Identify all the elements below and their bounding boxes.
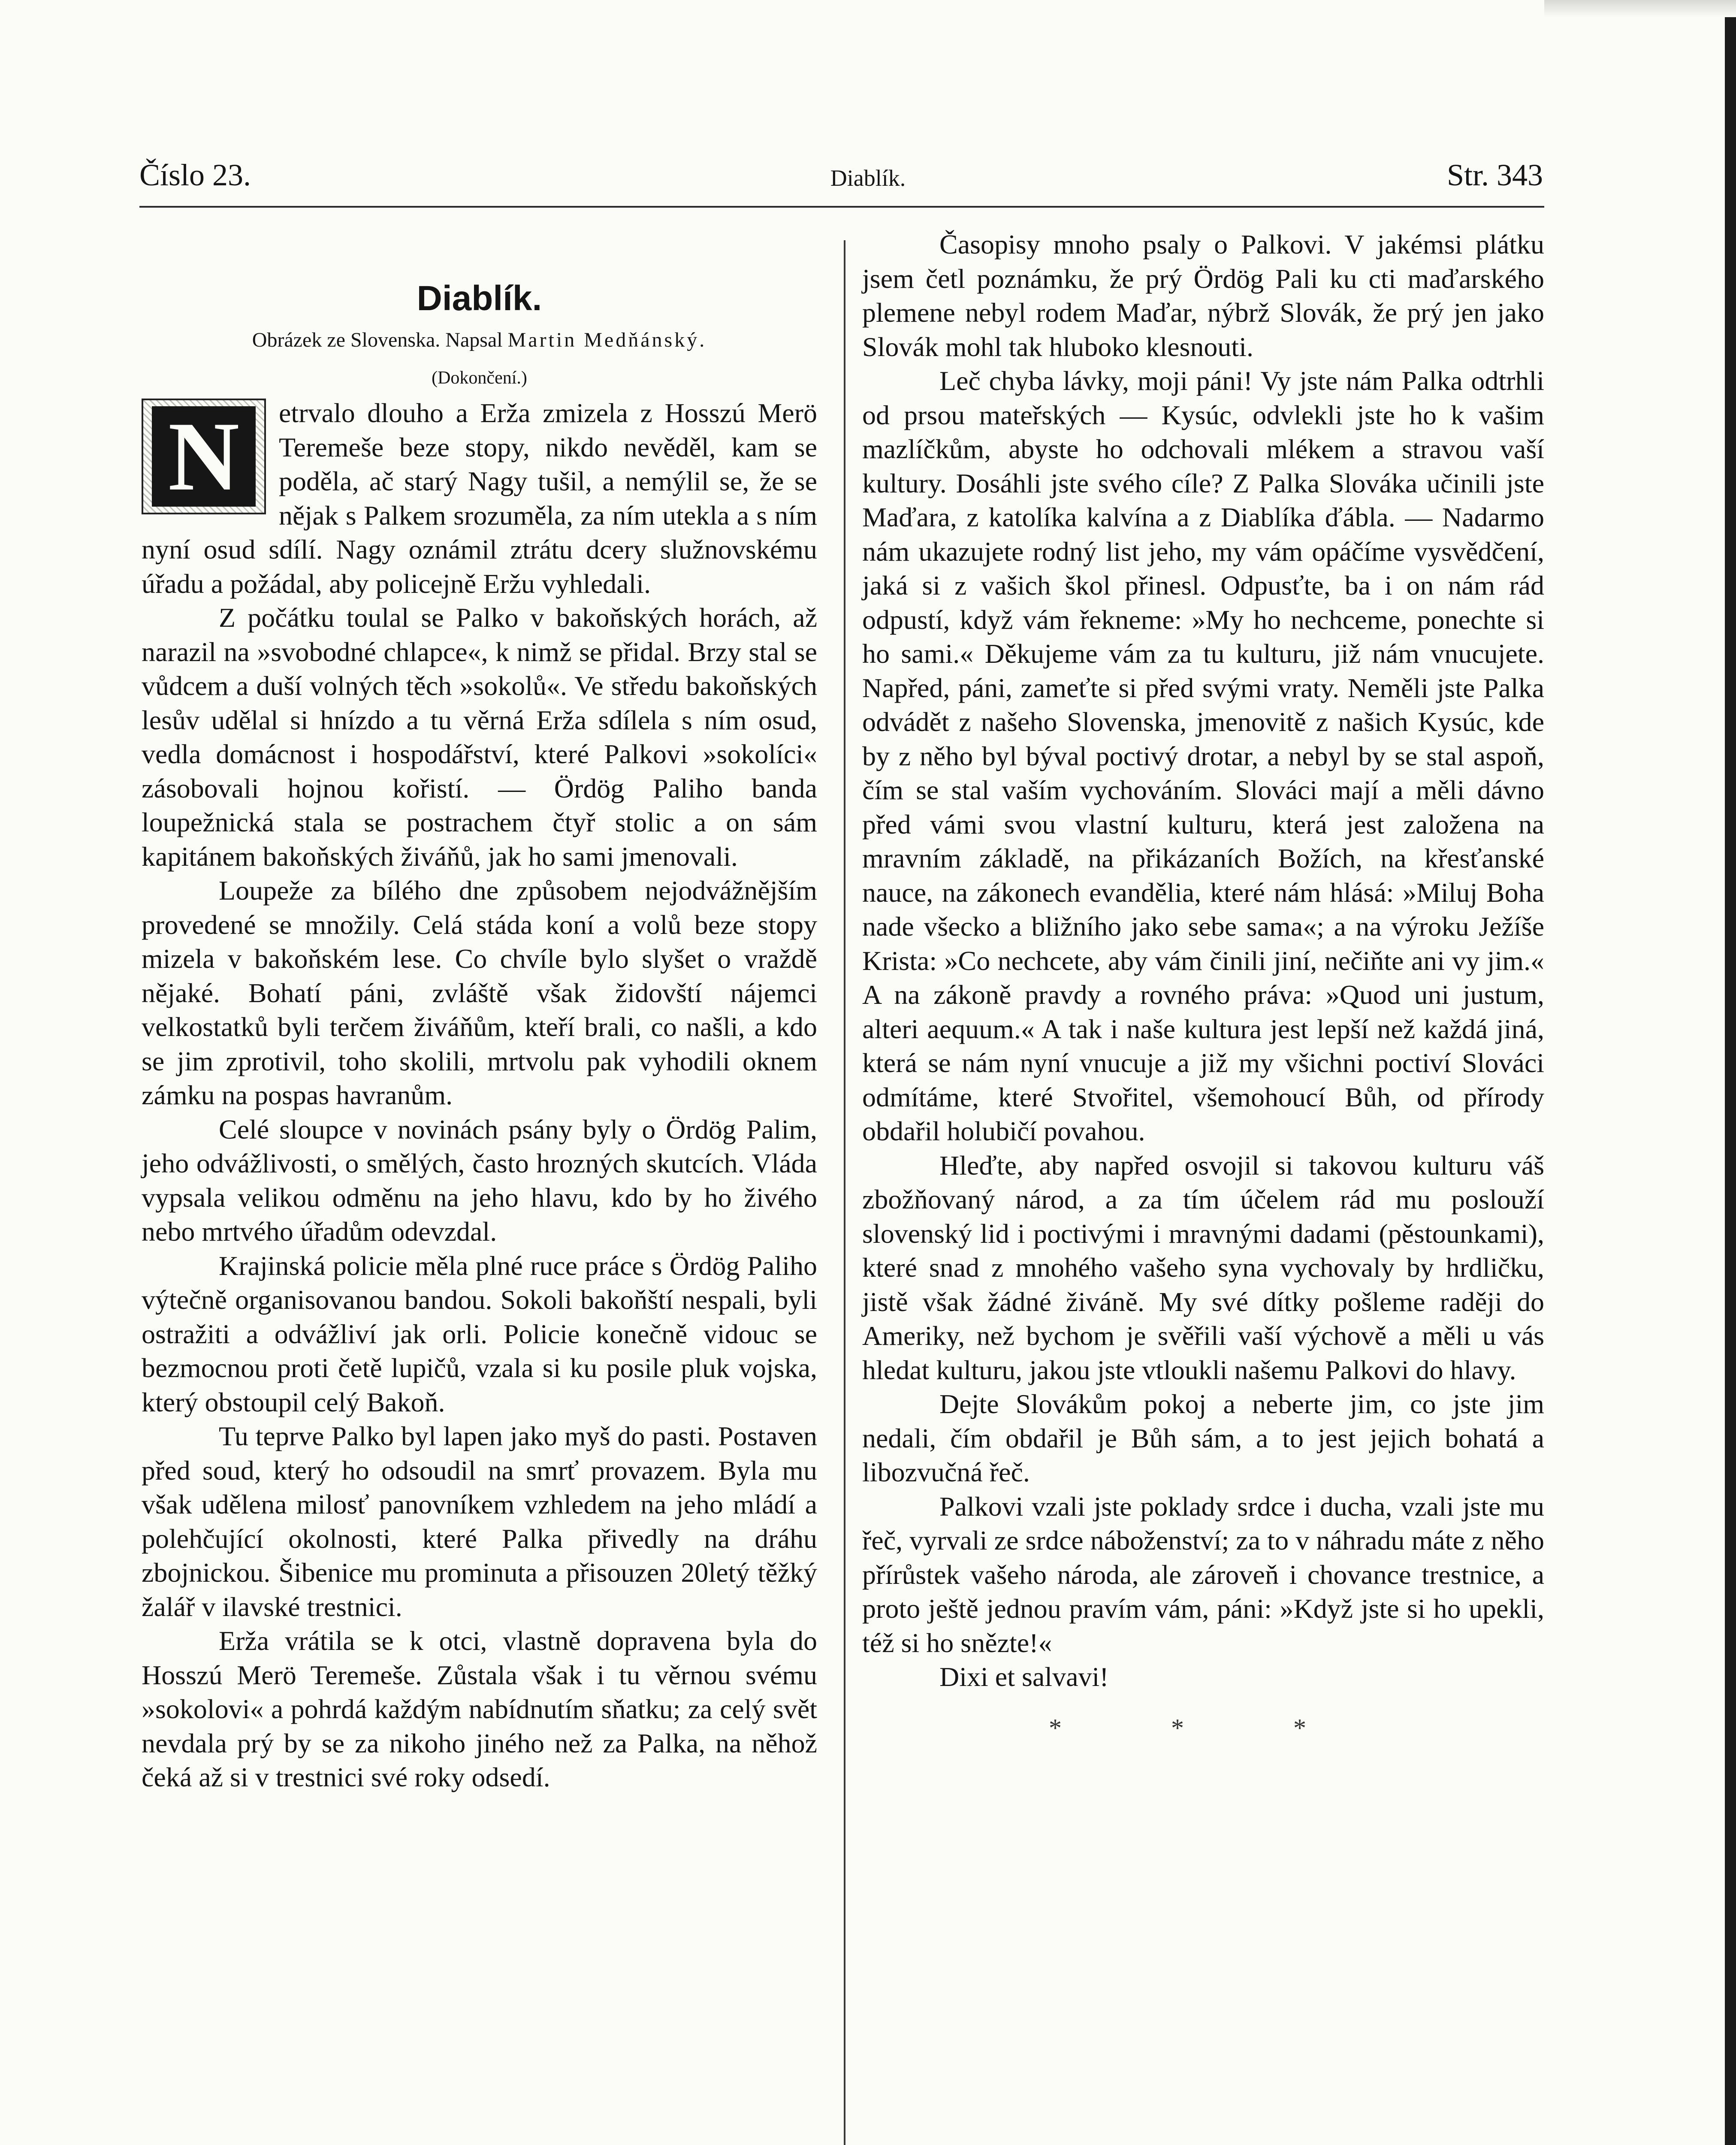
column-divider <box>844 240 845 2145</box>
author-name: Martin Medňánský. <box>507 329 707 351</box>
paragraph: Krajinská policie měla plné ruce práce s Ördög Paliho výtečně organisovanou bandou. Sokoli bakoňští nespali, byli ostražiti a odvážliví jak orli. Policie konečně vidouc se bezmocnou proti četě lupičů, vzala si ku posile pluk vojska, který obstoupil celý Bakoň. <box>142 1250 817 1417</box>
continuation-note: (Dokončení.) <box>432 368 527 388</box>
right-column <box>862 227 1544 1745</box>
article-byline <box>142 326 817 354</box>
paragraph: Časopisy mnoho psaly o Palkovi. V jakémsi plátku jsem četl poznámku, že prý Ördög Pali ku cti maďarského plemene nebyl rodem Maďar, nýbrž Slovák, že prý jen jako Slovák mohl tak hluboko klesnouti. <box>862 229 1544 362</box>
paragraph: Erža vrátila se k otci, vlastně dopravena byla do Hosszú Merö Teremeše. Zůstala však i tu věrnou svému »sokolovi« a pohrdá každým nabídnutím sňatku; za celý svět nevdala prý by se za nikoho jiného než za Palka, na něhož čeká až si v trestnici své roky odsedí. <box>142 1625 817 1792</box>
paragraph: Dejte Slovákům pokoj a neberte jim, co jste jim nedali, čím obdařil je Bůh sám, a to jest jejich bohatá a libozvučná řeč. <box>862 1389 1544 1487</box>
paragraph <box>142 396 817 601</box>
paragraph: Leč chyba lávky, moji páni! Vy jste nám Palka odtrhli od prsou mateřských — Kysúc, odvlekli jste ho k vašim mazlíčkům, abyste ho odchovali mlékem a stravou vaší kultury. Dosáhli jste svého cíle? Z Palka Slováka učinili jste Maďara, z katolíka kalvína a z Diablíka ďábla. — Nadarmo nám ukazujete rodný list jeho, my vám opáčíme vysvědčení, jaká si z vašich škol přinesl. Odpusťte, ba i on nám rád odpustí, když vám řekneme: »My ho nechceme, ponechte si ho sami.« Děkujeme vám za tu kulturu, již nám vnucujete. Napřed, páni, zameťte si před svými vraty. Neměli jste Palka odvádět z našeho Slovenska, jmenovitě z našich Kysúc, kde by z něho byl býval poctivý drotar, a nebyl by se stal aspoň, čím se stal vaším vychováním. Slováci mají a měli dávno před vámi svou vlastní kulturu, která jest založena na mravním základě, na přikázaních Božích, na křesťanské nauce, na zákonech evandělia, které nám hlásá: »Miluj Boha nade všecko a bližního jako sebe sama«; a na výroku Ježíše Krista: »Co nechcete, aby vám činili jiní, nečiňte ani vy jim.« A na zákoně pravdy a rovného práva: »Quod uni justum, alteri aequum.« A tak i naše kultura jest lepší než každá jiná, která se nám nyní vnucuje a již my všichni poctiví Slováci odmítáme, které Stvořitel, všemohoucí Bůh, od přírody obdařil holubičí povahou. <box>862 366 1544 1146</box>
issue-number: Číslo 23. <box>139 158 251 192</box>
header-rule <box>139 206 1544 208</box>
article-title: Diablík. <box>417 279 542 318</box>
byline-lead: Obrázek ze Slovenska. Napsal <box>252 329 503 351</box>
paragraph-text: etrvalo dlouho a Erža zmizela z Hosszú Merö Teremeše beze stopy, nikdo nevěděl, kam se poděla, ač starý Nagy tušil, a nemýlil se, že se nějak s Palkem srozuměla, za ním utekla a s ním nyní osud sdílí. Nagy oznámil ztrátu dcery služnovskému úřadu a požádal, aby policejně Eržu vyhledali. <box>142 398 817 599</box>
paragraph: Loupeže za bílého dne způsobem nejodvážnějším provedené se množily. Celá stáda koní a volů beze stopy mizela v bakoňském lese. Co chvíle bylo slyšet o vraždě nějaké. Bohatí páni, zvláště však židovští nájemci velkostatků byli terčem živáňům, kteří brali, co našli, a kdo se jim zprotivil, toho skolili, mrtvolu pak vyhodili oknem zámku na pospas havranům. <box>142 875 817 1110</box>
paragraph: Tu teprve Palko byl lapen jako myš do pasti. Postaven před soud, který ho odsoudil na smrť provazem. Byla mu však udělena milosť panovníkem vzhledem na jeho mládí a polehčující okolnosti, které Palka přivedly na dráhu zbojnickou. Šibenice mu prominuta a přisouzen 20letý těžký žalář v ilavské trestnici. <box>142 1421 817 1622</box>
page-corner-shadow <box>1544 0 1736 17</box>
paragraph: Celé sloupce v novinách psány byly o Ördög Palim, jeho odvážlivosti, o smělých, často hrozných skutcích. Vláda vypsala velikou odměnu na jeho hlavu, kdo by ho živého nebo mrtvého úřadům odevzdal. <box>142 1114 817 1247</box>
left-column <box>142 275 817 1795</box>
paragraph: Palkovi vzali jste poklady srdce i ducha, vzali jste mu řeč, vyrvali ze srdce náboženství; za to v náhradu máte z něho přírůstek vašeho národa, ale zároveň i chovance trestnice, a proto ještě jednou pravím vám, páni: »Když jste si ho upekli, též si ho snězte!« <box>862 1491 1544 1658</box>
decorated-initial <box>142 399 266 514</box>
section-end-asterisks: * * * <box>1049 1713 1358 1742</box>
page-edge-shadow <box>1725 0 1736 2145</box>
initial-letter: N <box>152 406 256 507</box>
page-number: Str. 343 <box>1446 158 1543 192</box>
paragraph: Hleďte, aby napřed osvojil si takovou kulturu váš zbožňovaný národ, a za tím účelem rád mu poslouží slovenský lid i poctivými i mravnými dadami (pěstounkami), které snad z mnohého vašeho syna vychovaly by hrdličku, jistě však žádné živáně. My své dítky pošleme raději do Ameriky, než bychom je svěřili vaší výchově a měli u vás hledat kulturu, jakou jste vtloukli našemu Palkovi do hlavy. <box>862 1150 1544 1385</box>
paragraph: Z počátku toulal se Palko v bakoňských horách, až narazil na »svobodné chlapce«, k nimž se přidal. Brzy stal se vůdcem a duší volných těch »sokolů«. Ve středu bakoňských lesův udělal si hnízdo a tu věrná Erža sdílela s ním osud, vedla domácnost i hospodářství, které Palkovi »sokolíci« zásobovali hojnou kořistí. — Ördög Paliho banda loupežnická stala se postrachem čtyř stolic a on sám kapitánem bakoňských živáňů, jak ho sami jmenovali. <box>142 602 817 872</box>
running-title: Diablík. <box>830 165 906 191</box>
closing-line: Dixi et salvavi! <box>939 1662 1109 1692</box>
